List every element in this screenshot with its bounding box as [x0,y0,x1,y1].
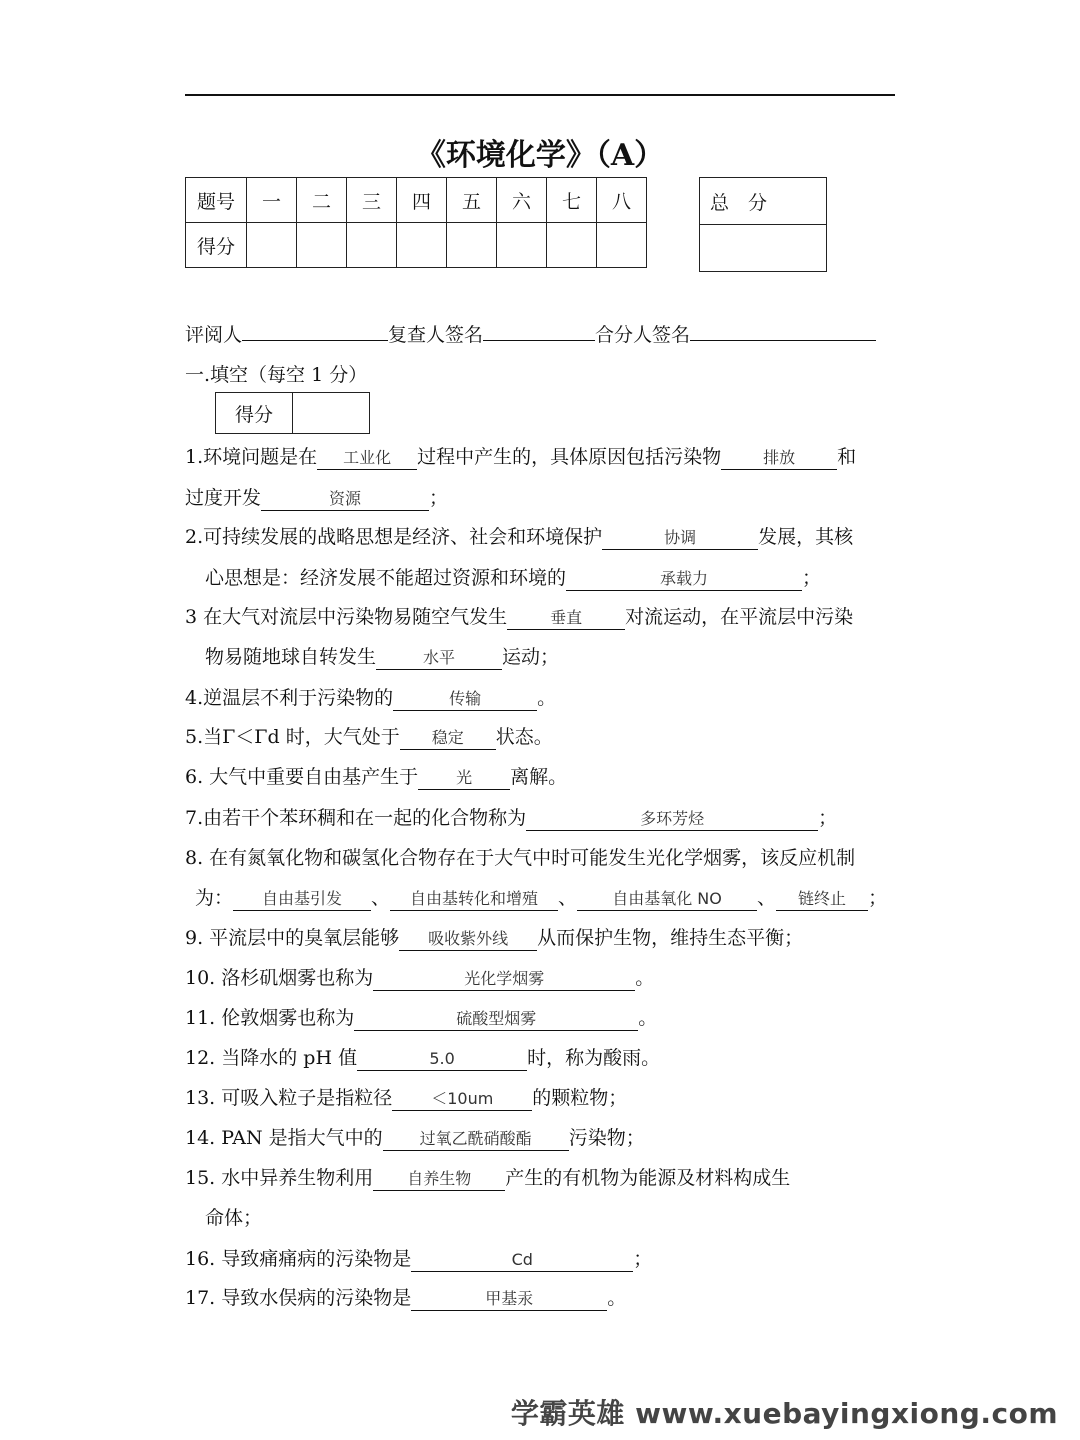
section-score-label: 得分 [216,393,293,434]
question-1-line-2 [185,483,448,511]
column-7: 七 [547,178,597,223]
q3-answer-2[interactable]: 水平 [376,647,502,670]
q15-answer[interactable]: 自养生物 [373,1168,505,1191]
q15-text-3: 命体； [205,1207,263,1229]
q1-text-2: 过程中产生的，具体原因包括污染物 [417,446,722,468]
q2-text-4: ； [802,567,822,589]
q11-text: 11. 伦敦烟雾也称为 [185,1007,355,1029]
column-2: 二 [297,178,347,223]
question-2-line-2 [205,563,821,591]
question-8-line-1 [185,843,855,870]
q3-text: 3 在大气对流层中污染物易随空气发生 [185,606,508,628]
reviewer-line [185,320,876,347]
q2-text-3: 心思想是：经济发展不能超过资源和环境的 [205,567,567,589]
total-table [699,177,827,272]
q15-text: 15. 水中异养生物利用 [185,1167,374,1189]
question-12 [185,1043,660,1071]
score-cell[interactable] [397,223,447,268]
q2-answer-2[interactable]: 承载力 [566,568,802,591]
q9-answer[interactable]: 吸收紫外线 [399,928,537,951]
watermark: 学霸英雄 www.xuebayingxiong.com [510,1397,1058,1430]
q5-text: 5.当Γ＜Γd 时，大气处于 [185,726,400,748]
row-label: 得分 [186,223,247,268]
question-15-line-1 [185,1163,790,1191]
question-1-line-1 [185,442,856,470]
q17-answer[interactable]: 甲基汞 [411,1288,607,1311]
q16-text: 16. 导致痛痛病的污染物是 [185,1248,412,1270]
q6-answer[interactable]: 光 [418,767,510,790]
q8-answer-4[interactable]: 链终止 [776,888,868,911]
score-cell[interactable] [547,223,597,268]
q12-text-2: 时，称为酸雨。 [527,1047,661,1069]
q2-text-2: 发展，其核 [758,526,854,548]
score-table-header-row [186,178,647,223]
q4-answer[interactable]: 传输 [393,688,537,711]
top-rule [185,94,895,96]
q1-text-3: 和 [837,446,857,468]
q12-text: 12. 当降水的 pH 值 [185,1047,358,1069]
question-15-line-2 [205,1203,262,1230]
q10-text-2: 。 [635,967,655,989]
question-3-line-2 [205,642,559,670]
q1-text: 1.环境问题是在 [185,446,318,468]
q2-answer-1[interactable]: 协调 [602,527,758,550]
header-label: 题号 [186,178,247,223]
q15-text-2: 产生的有机物为能源及材料构成生 [505,1167,791,1189]
q11-text-2: 。 [638,1007,658,1029]
q6-text-2: 离解。 [510,766,568,788]
question-2-line-1 [185,522,853,550]
q8-sep-3: 、 [757,887,777,909]
score-table [185,177,647,268]
q7-text: 7.由若干个苯环稠和在一起的化合物称为 [185,807,527,829]
q9-text-2: 从而保护生物，维持生态平衡； [537,927,804,949]
column-3: 三 [347,178,397,223]
q13-answer[interactable]: ＜10um [392,1088,532,1111]
q1-answer-2[interactable]: 排放 [721,447,837,470]
column-4: 四 [397,178,447,223]
total-cell[interactable] [700,225,827,272]
score-table-score-row [186,223,647,268]
q7-answer[interactable]: 多环芳烃 [526,808,818,831]
section-title: 一.填空（每空 1 分） [185,364,368,386]
q14-text-2: 污染物； [568,1127,645,1149]
q3-text-4: 运动； [502,646,560,668]
q16-answer[interactable]: Cd [411,1249,633,1272]
question-16 [185,1244,652,1272]
q5-text-2: 状态。 [495,726,553,748]
q13-text: 13. 可吸入粒子是指粒径 [185,1087,393,1109]
question-9 [185,923,803,951]
reviewer-signature-field[interactable] [242,320,388,341]
column-1: 一 [247,178,297,223]
q8-text-2: 为： [195,887,234,909]
q3-answer-1[interactable]: 垂直 [507,607,625,630]
question-11 [185,1003,657,1031]
score-cell[interactable] [497,223,547,268]
q6-text: 6. 大气中重要自由基产生于 [185,766,419,788]
q10-answer[interactable]: 光化学烟雾 [373,968,635,991]
q10-text: 10. 洛杉矶烟雾也称为 [185,967,374,989]
q8-answer-1[interactable]: 自由基引发 [233,888,371,911]
q14-text: 14. PAN 是指大气中的 [185,1127,383,1149]
q8-sep-2: 、 [558,887,578,909]
rechecker-label: 复查人签名 [388,324,484,346]
q9-text: 9. 平流层中的臭氧层能够 [185,927,400,949]
q1-answer-1[interactable]: 工业化 [317,447,417,470]
rechecker-signature-field[interactable] [483,320,595,341]
q3-text-2: 对流运动，在平流层中污染 [625,606,854,628]
combiner-signature-field[interactable] [690,320,876,341]
column-8: 八 [597,178,647,223]
q8-text: 8. 在有氮氧化物和碳氢化合物存在于大气中时可能发生光化学烟雾，该反应机制 [185,847,856,869]
column-6: 六 [497,178,547,223]
q17-text: 17. 导致水俣病的污染物是 [185,1287,412,1309]
q12-answer[interactable]: 5.0 [357,1048,527,1071]
q16-text-2: ； [633,1248,653,1270]
score-cell[interactable] [347,223,397,268]
q4-text-2: 。 [537,687,557,709]
question-3-line-1 [185,602,853,630]
question-10 [185,963,654,991]
q5-answer[interactable]: 稳定 [400,727,496,750]
reviewer-label: 评阅人 [185,324,243,346]
q7-text-2: ； [818,807,838,829]
column-5: 五 [447,178,497,223]
q8-sep-1: 、 [371,887,391,909]
score-cell[interactable] [297,223,347,268]
question-7 [185,803,837,831]
question-17 [185,1283,626,1311]
q13-text-2: 的颗粒物； [532,1087,628,1109]
question-8-line-2 [195,883,887,911]
q14-answer[interactable]: 过氧乙酰硝酸酯 [383,1128,569,1151]
question-5 [185,722,553,750]
q8-answer-3[interactable]: 自由基氧化 NO [577,888,757,911]
question-4 [185,683,556,711]
score-cell[interactable] [597,223,647,268]
q8-text-3: ； [868,887,888,909]
q4-text: 4.逆温层不利于污染物的 [185,687,394,709]
section-score-box [215,392,370,434]
q2-text: 2.可持续发展的战略思想是经济、社会和环境保护 [185,526,603,548]
section-score-field[interactable] [293,393,370,434]
page-title: 《环境化学》（A） [415,138,665,173]
total-label: 总 分 [700,178,827,225]
score-cell[interactable] [447,223,497,268]
q17-text-2: 。 [607,1287,627,1309]
question-6 [185,762,567,790]
question-13 [185,1083,627,1111]
q8-answer-2[interactable]: 自由基转化和增殖 [390,888,558,911]
q1-text-5: ； [429,487,449,509]
combiner-label: 合分人签名 [595,324,691,346]
q1-text-4: 过度开发 [185,487,262,509]
score-cell[interactable] [247,223,297,268]
question-14 [185,1123,645,1151]
q3-text-3: 物易随地球自转发生 [205,646,377,668]
q11-answer[interactable]: 硫酸型烟雾 [354,1008,638,1031]
q1-answer-3[interactable]: 资源 [261,488,429,511]
